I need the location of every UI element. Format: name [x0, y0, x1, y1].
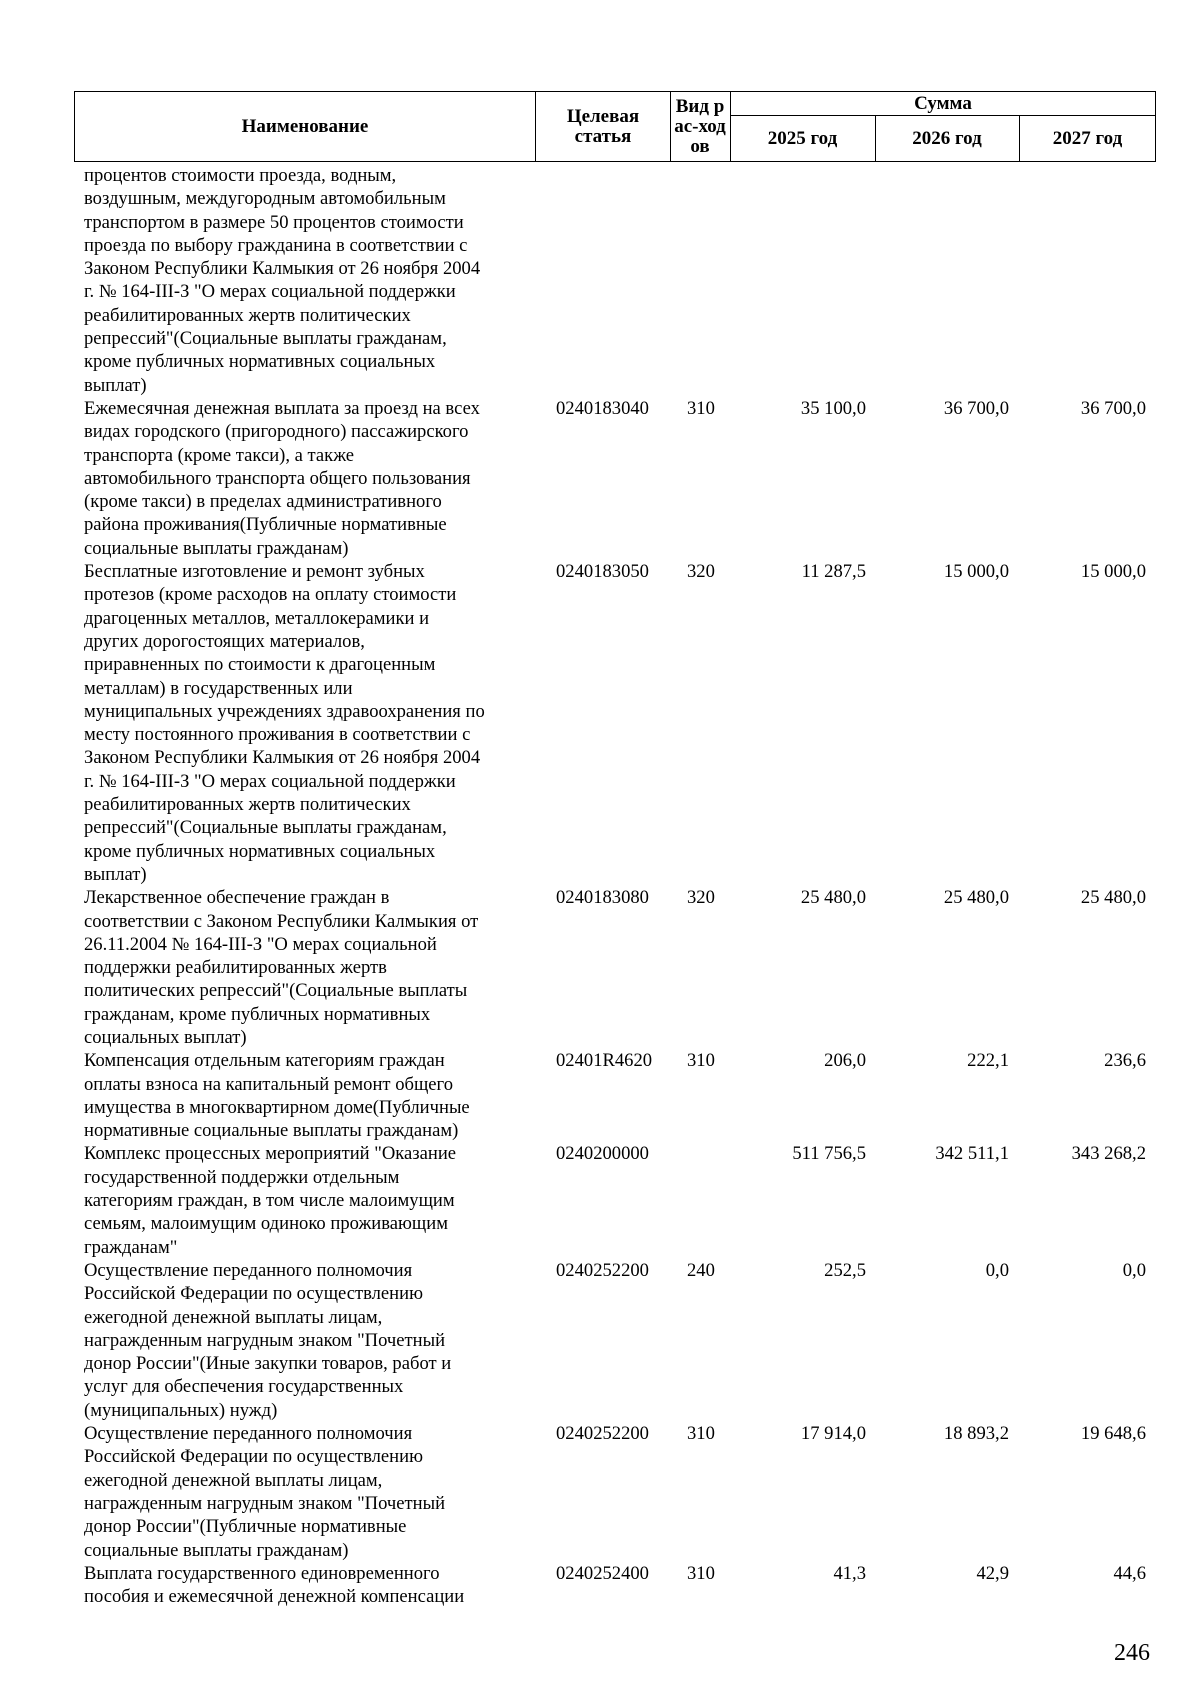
row-vid: 310: [687, 397, 715, 419]
row-2027: 15 000,0: [1080, 561, 1146, 583]
table-row: [84, 164, 1156, 397]
row-2025: 25 480,0: [800, 887, 866, 909]
page-number: 246: [1114, 1640, 1150, 1666]
row-2025: 41,3: [833, 1562, 866, 1584]
row-2025: 17 914,0: [800, 1423, 866, 1445]
row-name: процентов стоимости проезда, водным, воздушным, междугородным автомобильным транспортом в размере 50 процентов стоимости проезда по выбору гражданина в соответствии с Законом Республики Калмыкия от 26 ноября 2004 г. № 164-III-З "О мерах социальной поддержки реабилитированных жертв политических репрессий"(Социальные выплаты гражданам, кроме публичных нормативных социальных выплат): [84, 165, 481, 396]
row-vid: 320: [687, 887, 715, 909]
row-code: 0240252400: [556, 1562, 649, 1584]
row-name: Осуществление переданного полномочия Российской Федерации по осуществлению ежегодной денежной выплаты лицам, награжденным нагрудным знаком "Почетный донор России"(Иные закупки товаров, работ и услуг для обеспечения государственных (муниципальных) нужд): [84, 1259, 452, 1421]
row-name: Ежемесячная денежная выплата за проезд на всех видах городского (пригородного) пассажирского транспорта (кроме такси), а также автомобильного транспорта общего пользования (кроме такси) в пределах административного района проживания(Публичные нормативные социальные выплаты гражданам): [84, 397, 480, 559]
table-row: [84, 1259, 1156, 1422]
row-2026: 18 893,2: [943, 1423, 1009, 1445]
row-2027: 0,0: [1122, 1259, 1146, 1281]
row-vid: 310: [687, 1562, 715, 1584]
table-row: [84, 397, 1156, 560]
row-2026: 222,1: [967, 1050, 1009, 1072]
row-2025: 206,0: [824, 1050, 866, 1072]
row-2026: 15 000,0: [943, 561, 1009, 583]
row-2026: 342 511,1: [935, 1143, 1009, 1165]
row-code: 0240183040: [556, 397, 649, 419]
row-2027: 236,6: [1104, 1050, 1146, 1072]
row-name: Компенсация отдельным категориям граждан оплаты взноса на капитальный ремонт общего имущества в многоквартирном доме(Публичные нормативные социальные выплаты гражданам): [84, 1050, 470, 1142]
table-row: [84, 560, 1156, 886]
row-code: 0240183050: [556, 561, 649, 583]
row-2027: 25 480,0: [1080, 887, 1146, 909]
row-code: 0240252200: [556, 1259, 649, 1281]
row-2027: 19 648,6: [1080, 1423, 1146, 1445]
table-row: [84, 1142, 1156, 1258]
row-2026: 42,9: [976, 1562, 1009, 1584]
row-2027: 36 700,0: [1080, 397, 1146, 419]
row-2027: 44,6: [1113, 1562, 1146, 1584]
row-2026: 0,0: [985, 1259, 1009, 1281]
table-row: [84, 1422, 1156, 1562]
header-2025: 2025 год: [767, 127, 838, 149]
row-2026: 36 700,0: [943, 397, 1009, 419]
row-vid: 310: [687, 1050, 715, 1072]
table-row: [84, 1562, 1156, 1609]
row-code: 02401R4620: [556, 1050, 653, 1072]
row-code: 0240183080: [556, 887, 649, 909]
table-row: [84, 886, 1156, 1049]
header-code: Целевая статья: [566, 105, 640, 147]
row-vid: 320: [687, 561, 715, 583]
row-name: Комплекс процессных мероприятий "Оказание государственной поддержки отдельным категориям граждан, в том числе малоимущим семьям, малоимущим одиноко проживающим гражданам": [84, 1143, 457, 1258]
row-vid: 310: [687, 1423, 715, 1445]
header-2027: 2027 год: [1052, 127, 1123, 149]
header-name: Наименование: [241, 115, 369, 137]
row-2025: 11 287,5: [801, 561, 866, 583]
row-2025: 511 756,5: [792, 1143, 866, 1165]
header-2026: 2026 год: [912, 127, 982, 149]
header-vid: Вид рас-ходов: [674, 95, 726, 157]
row-code: 0240252200: [556, 1423, 649, 1445]
header-sum: Сумма: [914, 92, 972, 114]
row-2027: 343 268,2: [1071, 1143, 1146, 1165]
row-2025: 252,5: [824, 1259, 866, 1281]
row-name: Бесплатные изготовление и ремонт зубных протезов (кроме расходов на оплату стоимости драгоценных металлов, металлокерамики и других дорогостоящих материалов, приравненных по стоимости к драгоценным металлам) в государственных или муниципальных учреждениях здравоохранения по месту постоянного проживания в соответствии с Законом Республики Калмыкия от 26 ноября 2004 г. № 164-III-З "О мерах социальной поддержки реабилитированных жертв политических репрессий"(Социальные выплаты гражданам, кроме публичных нормативных социальных выплат): [84, 561, 485, 885]
row-vid: 240: [687, 1259, 715, 1281]
table-body: [84, 164, 1156, 1608]
row-2026: 25 480,0: [943, 887, 1009, 909]
table-header: [74, 91, 1156, 162]
row-code: 0240200000: [556, 1143, 649, 1165]
row-2025: 35 100,0: [800, 397, 866, 419]
row-name: Лекарственное обеспечение граждан в соответствии с Законом Республики Калмыкия от 26.11.2004 № 164-III-З "О мерах социальной поддержки реабилитированных жертв политических репрессий"(Социальные выплаты гражданам, кроме публичных нормативных социальных выплат): [84, 887, 479, 1048]
table-row: [84, 1049, 1156, 1142]
row-name: Осуществление переданного полномочия Российской Федерации по осуществлению ежегодной денежной выплаты лицам, награжденным нагрудным знаком "Почетный донор России"(Публичные нормативные социальные выплаты гражданам): [84, 1423, 446, 1561]
row-name: Выплата государственного единовременного пособия и ежемесячной денежной компенсации: [84, 1562, 465, 1608]
